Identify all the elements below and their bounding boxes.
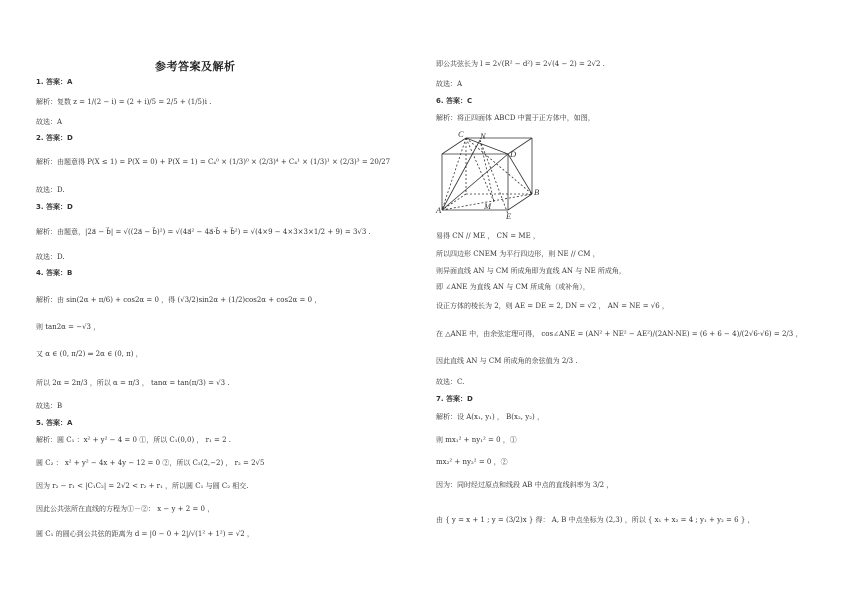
answer-6-step-7: 因此直线 AN 与 CM 所成角的余弦值为 2/3 . <box>436 357 578 365</box>
answer-4-step-2: 又 α ∈ (0, π/2) ⇒ 2α ∈ (0, π) ， <box>36 350 143 358</box>
answer-4-explanation: 解析：由 sin(2α + π/6) + cos2α = 0 ，得 (√3/2)sin2α + (1/2)cos2α + cos2α = 0 ， <box>36 296 322 304</box>
label-A: A <box>436 205 442 215</box>
answer-1-explanation: 解析：复数 z = 1/(2 − i) = (2 + i)/5 = 2/5 + (1/5)i . <box>36 98 212 106</box>
answer-6-explanation: 解析：将正四面体 ABCD 中置于正方体中，如图， <box>436 114 595 122</box>
label-D: D <box>510 149 517 159</box>
answer-6-step-4: 即 ∠ANE 为直线 AN 与 CM 所成角（或补角）， <box>436 283 590 291</box>
answer-5-step-2: 因为 r₂ − r₁ < |C₁C₂| = 2√2 < r₂ + r₁ ，所以圆 C₁ 与圆 C₂ 相交. <box>36 482 249 490</box>
answer-4-heading: 4. 答案：B <box>36 269 73 277</box>
answer-5-step-4: 圆 C₁ 的圆心到公共弦的距离为 d = |0 − 0 + 2|/√(1² + 1²) = √2 ， <box>36 530 254 538</box>
answer-5-step-3: 因此公共弦所在直线的方程为①－②： x − y + 2 = 0 ， <box>36 505 215 513</box>
answer-7-step-2: mx₂² + ny₂² = 0 ，② <box>436 458 508 466</box>
right-column <box>436 0 836 608</box>
answer-6-choice: 故选：C. <box>436 378 465 386</box>
answer-7-heading: 7. 答案：D <box>436 395 473 403</box>
answer-5-step-1: 圆 C₂ ： x² + y² − 4x + 4y − 12 = 0 ②，所以 C₂(2,−2) ， r₂ = 2√5 <box>36 459 265 467</box>
answer-3-heading: 3. 答案：D <box>36 203 73 211</box>
answer-1-heading: 1. 答案：A <box>36 78 73 86</box>
answer-6-step-1: 易得 CN // ME ， CN = ME ， <box>436 232 540 240</box>
cube-figure <box>436 130 546 222</box>
label-E: E <box>506 211 512 221</box>
answer-4-choice: 故选：B <box>36 402 63 410</box>
answer-6-heading: 6. 答案：C <box>436 97 473 105</box>
label-B: B <box>534 187 540 197</box>
answer-5-explanation: 解析：圆 C₁ ：x² + y² − 4 = 0 ①，所以 C₁(0,0) ， r₁ = 2 . <box>36 436 232 444</box>
page-title: 参考答案及解析 <box>155 60 236 73</box>
answer-3-explanation: 解析：由题意，|2a⃗ − b⃗| = √((2a⃗ − b⃗)²) = √(4a⃗² − 4a⃗·b⃗ + b⃗²) = √(4×9 − 4×3×3×1/2 + 9) = 3√3 . <box>36 228 371 236</box>
answer-2-choice: 故选：D. <box>36 186 65 194</box>
answer-4-step-3: 所以 2α = 2π/3 ，所以 α = π/3 ， tanα = tan(π/3) = √3 . <box>36 379 230 387</box>
answer-5-conclusion: 即公共弦长为 l = 2√(R² − d²) = 2√(4 − 2) = 2√2 . <box>436 60 605 68</box>
answer-6-step-2: 所以四边形 CNEM 为平行四边形，则 NE // CM ， <box>436 250 600 258</box>
answer-7-step-4: 由 { y = x + 1 ; y = (3/2)x } 得： A, B 中点坐标为 (2,3) ，所以 { x₁ + x₂ = 4 ; y₁ + y₂ = 6 } ， <box>436 516 755 524</box>
left-column <box>36 0 436 608</box>
answer-5-choice: 故选：A <box>436 80 463 88</box>
label-C: C <box>458 129 464 139</box>
answer-2-explanation: 解析：由题意得 P(X ≤ 1) = P(X = 0) + P(X = 1) = C₄⁰ × (1/3)⁰ × (2/3)⁴ + C₄¹ × (1/3)¹ × (2/3)³ = 20/27 <box>36 158 391 166</box>
answer-6-step-3: 则异面直线 AN 与 CM 所成角即为直线 AN 与 NE 所成角， <box>436 267 626 275</box>
label-M: M <box>484 201 492 211</box>
answer-5-heading: 5. 答案：A <box>36 419 73 427</box>
answer-3-choice: 故选：D. <box>36 253 65 261</box>
answer-2-heading: 2. 答案：D <box>36 134 73 142</box>
answer-4-step-1: 则 tan2α = −√3 ， <box>36 323 101 331</box>
answer-7-step-3: 因为：同时经过原点和线段 AB 中点的直线斜率为 3/2 ， <box>436 481 614 489</box>
label-N: N <box>480 131 486 141</box>
answer-7-step-1: 则 mx₁² + ny₁² = 0 ，① <box>436 436 517 444</box>
answer-6-step-6: 在 △ANE 中，由余弦定理可得， cos∠ANE = (AN² + NE² − AE²)/(2AN·NE) = (6 + 6 − 4)/(2√6·√6) = 2/3 ， <box>436 330 803 338</box>
answer-6-step-5: 设正方体的棱长为 2，则 AE = DE = 2, DN = √2 ， AN = NE = √6 ， <box>436 302 669 310</box>
answer-1-choice: 故选：A <box>36 118 63 126</box>
answer-7-explanation: 解析：设 A(x₁, y₁) ， B(x₂, y₂) ， <box>436 413 544 421</box>
